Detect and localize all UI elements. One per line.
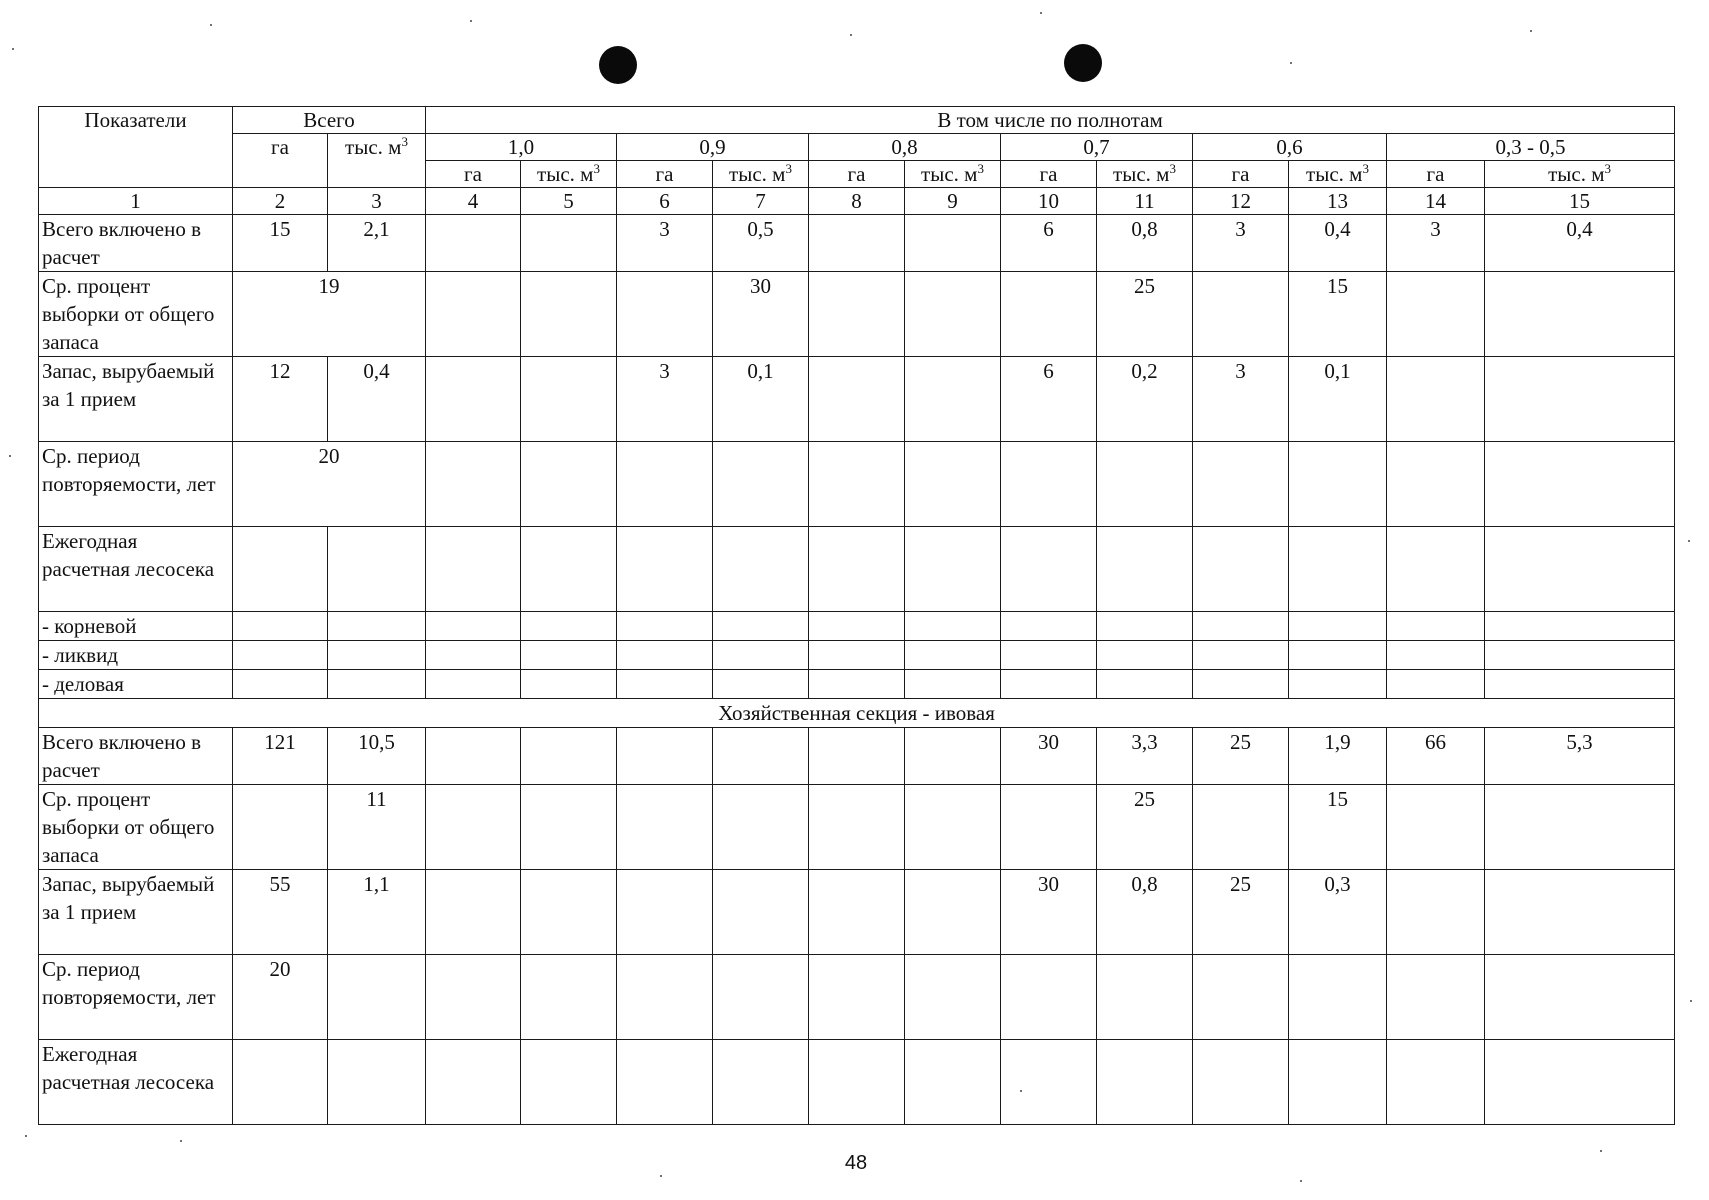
table-cell: [1387, 785, 1485, 870]
scan-speck: [1020, 1090, 1022, 1092]
table-cell: [809, 215, 905, 272]
table-cell: [1193, 955, 1289, 1040]
table-cell: [233, 641, 328, 670]
table-cell: [1097, 955, 1193, 1040]
unit-thous-4: тыс. $м^3$: [1097, 161, 1193, 188]
table-cell: [1001, 612, 1097, 641]
table-row: [39, 785, 1675, 870]
unit-thous-5: тыс. $м^3$: [1289, 161, 1387, 188]
table-cell: 25: [1193, 728, 1289, 785]
table-cell: 5,3: [1485, 728, 1675, 785]
column-number: 14: [1387, 188, 1485, 215]
table-cell: [426, 641, 521, 670]
table-cell: [426, 442, 521, 527]
table-cell: [713, 670, 809, 699]
table-cell: [521, 527, 617, 612]
table-cell: [1485, 357, 1675, 442]
table-cell: 3: [1193, 357, 1289, 442]
table-cell: [233, 670, 328, 699]
table-row: [39, 357, 1675, 442]
table-cell: [426, 272, 521, 357]
scan-speck: [12, 48, 14, 50]
row-label: - ликвид: [39, 641, 233, 670]
table-cell: [1097, 527, 1193, 612]
table-cell: 3: [1387, 215, 1485, 272]
table-cell: [1001, 442, 1097, 527]
scan-speck: [1530, 30, 1532, 32]
table-cell: [1097, 612, 1193, 641]
unit-ha-2: га: [617, 161, 713, 188]
table-cell: 55: [233, 870, 328, 955]
table-cell: [905, 612, 1001, 641]
unit-thous-3: тыс. $м^3$: [905, 161, 1001, 188]
row-label: Ежегодная расчетная лесосека: [39, 1040, 233, 1125]
table-cell: [1193, 641, 1289, 670]
table-cell: [521, 357, 617, 442]
table-cell: [1485, 527, 1675, 612]
table-cell: [521, 670, 617, 699]
table-cell: [713, 442, 809, 527]
unit-ha-3: га: [809, 161, 905, 188]
table-cell: 3: [1193, 215, 1289, 272]
table-cell: [617, 442, 713, 527]
table-cell: [1289, 612, 1387, 641]
table-cell: [905, 272, 1001, 357]
table-cell: 121: [233, 728, 328, 785]
table-cell: [233, 527, 328, 612]
table-cell: [1193, 527, 1289, 612]
table-cell: [617, 527, 713, 612]
table-cell: 15: [1289, 785, 1387, 870]
table-cell: [905, 357, 1001, 442]
table-cell: [1001, 1040, 1097, 1125]
table-cell: 25: [1193, 870, 1289, 955]
table-row: [39, 670, 1675, 699]
row-label: - деловая: [39, 670, 233, 699]
table-cell: [809, 955, 905, 1040]
table-cell: [1193, 442, 1289, 527]
table-cell: 6: [1001, 215, 1097, 272]
table-cell: [617, 785, 713, 870]
table-cell: 0,5: [713, 215, 809, 272]
table-cell: 20: [233, 955, 328, 1040]
table-row: [39, 1040, 1675, 1125]
table-cell: [1289, 955, 1387, 1040]
table-cell: [1193, 612, 1289, 641]
row-label: Запас, вырубаемый за 1 прием: [39, 357, 233, 442]
table-cell: [1485, 785, 1675, 870]
table-cell: [1193, 670, 1289, 699]
table-cell: [713, 641, 809, 670]
table-cell: [1485, 670, 1675, 699]
table-cell: [713, 955, 809, 1040]
density-header-6: 0,3 - 0,5: [1387, 134, 1675, 161]
table-cell: 0,4: [1289, 215, 1387, 272]
total-merged-cell: 19: [233, 272, 426, 357]
table-cell: [1001, 670, 1097, 699]
row-label: Ср. период повторяемости, лет: [39, 442, 233, 527]
table-cell: [713, 870, 809, 955]
table-cell: [905, 641, 1001, 670]
table-cell: [905, 1040, 1001, 1125]
column-number: 12: [1193, 188, 1289, 215]
scan-speck: [660, 1175, 662, 1177]
table-cell: [1001, 785, 1097, 870]
density-header-1: 1,0: [426, 134, 617, 161]
table-cell: [1485, 612, 1675, 641]
table-cell: [1485, 1040, 1675, 1125]
table-cell: [328, 670, 426, 699]
column-number: 2: [233, 188, 328, 215]
table-cell: [521, 955, 617, 1040]
column-number: 10: [1001, 188, 1097, 215]
table-cell: [1387, 357, 1485, 442]
table-cell: [426, 1040, 521, 1125]
unit-ha-5: га: [1193, 161, 1289, 188]
table-cell: [713, 1040, 809, 1125]
table-cell: [521, 442, 617, 527]
table-cell: [617, 870, 713, 955]
table-cell: 0,2: [1097, 357, 1193, 442]
row-label: Ср. период повторяемости, лет: [39, 955, 233, 1040]
table-cell: [1097, 670, 1193, 699]
table-cell: 0,8: [1097, 215, 1193, 272]
table-cell: [1387, 870, 1485, 955]
scan-speck: [850, 34, 852, 36]
table-cell: [426, 785, 521, 870]
scan-speck: [180, 1140, 182, 1142]
table-cell: [809, 641, 905, 670]
table-cell: 0,1: [713, 357, 809, 442]
table-cell: [1289, 527, 1387, 612]
table-cell: 12: [233, 357, 328, 442]
header-indicators: Показатели: [39, 107, 233, 188]
table-cell: [905, 215, 1001, 272]
column-number: 13: [1289, 188, 1387, 215]
table-cell: [1289, 641, 1387, 670]
table-cell: [1485, 442, 1675, 527]
table-cell: [809, 442, 905, 527]
table-cell: [905, 442, 1001, 527]
table-cell: 66: [1387, 728, 1485, 785]
unit-thous-6: тыс. $м^3$: [1485, 161, 1675, 188]
table-cell: [1001, 955, 1097, 1040]
table-cell: [1289, 442, 1387, 527]
column-number: 6: [617, 188, 713, 215]
table-cell: [521, 785, 617, 870]
table-cell: [1387, 272, 1485, 357]
unit-thous-1: тыс. $м^3$: [521, 161, 617, 188]
table-cell: 3,3: [1097, 728, 1193, 785]
column-number: 8: [809, 188, 905, 215]
table-cell: 25: [1097, 785, 1193, 870]
table-cell: 30: [1001, 870, 1097, 955]
table-row: [39, 870, 1675, 955]
unit-ha-6: га: [1387, 161, 1485, 188]
table-cell: [426, 728, 521, 785]
row-label: Ср. процент выборки от общего запаса: [39, 785, 233, 870]
table-cell: [1193, 272, 1289, 357]
column-number: 4: [426, 188, 521, 215]
table-cell: [1001, 527, 1097, 612]
row-label: Запас, вырубаемый за 1 прием: [39, 870, 233, 955]
table-cell: [426, 527, 521, 612]
table-cell: [1001, 641, 1097, 670]
table-cell: 15: [233, 215, 328, 272]
header-total: Всего: [233, 107, 426, 134]
table-row: [39, 215, 1675, 272]
table-cell: 10,5: [328, 728, 426, 785]
table-cell: 2,1: [328, 215, 426, 272]
unit-ha-1: га: [426, 161, 521, 188]
table-cell: [521, 1040, 617, 1125]
table-cell: [713, 612, 809, 641]
table-cell: 0,1: [1289, 357, 1387, 442]
table-cell: [809, 728, 905, 785]
density-header-3: 0,8: [809, 134, 1001, 161]
table-row: [39, 442, 1675, 527]
column-number: 1: [39, 188, 233, 215]
density-header-2: 0,9: [617, 134, 809, 161]
table-cell: [1193, 785, 1289, 870]
table-cell: [809, 612, 905, 641]
table-cell: 0,3: [1289, 870, 1387, 955]
table-cell: [905, 527, 1001, 612]
table-cell: [617, 670, 713, 699]
table-cell: [713, 527, 809, 612]
table-cell: 3: [617, 215, 713, 272]
table-cell: [328, 955, 426, 1040]
table-cell: [905, 870, 1001, 955]
table-cell: [328, 641, 426, 670]
table-cell: [713, 728, 809, 785]
table-cell: [617, 955, 713, 1040]
density-header-4: 0,7: [1001, 134, 1193, 161]
table-cell: [1387, 670, 1485, 699]
table-cell: [328, 527, 426, 612]
column-number: 11: [1097, 188, 1193, 215]
scan-speck: [9, 455, 11, 457]
table-cell: 25: [1097, 272, 1193, 357]
header-total-thous: тыс. $м^3$: [328, 134, 426, 188]
column-number: 7: [713, 188, 809, 215]
table-cell: [426, 612, 521, 641]
table-cell: [905, 785, 1001, 870]
table-cell: 3: [617, 357, 713, 442]
row-label: Всего включено в расчет: [39, 728, 233, 785]
table-cell: [713, 785, 809, 870]
table-cell: [1289, 1040, 1387, 1125]
scan-speck: [1688, 540, 1690, 542]
table-cell: 0,4: [328, 357, 426, 442]
table-cell: [233, 785, 328, 870]
section-row: [39, 699, 1675, 728]
table-cell: [617, 641, 713, 670]
table-cell: [521, 870, 617, 955]
table-cell: [426, 955, 521, 1040]
table-cell: 30: [1001, 728, 1097, 785]
row-label: Ср. процент выборки от общего запаса: [39, 272, 233, 357]
scan-speck: [1300, 1180, 1302, 1182]
header-total-ha: га: [233, 134, 328, 188]
table-row: [39, 955, 1675, 1040]
table-cell: 0,4: [1485, 215, 1675, 272]
total-merged-cell: 20: [233, 442, 426, 527]
punch-hole-right: [1064, 44, 1102, 82]
table-cell: [809, 527, 905, 612]
table-cell: [1485, 272, 1675, 357]
scan-speck: [25, 1135, 27, 1137]
table-cell: [905, 728, 1001, 785]
scan-speck: [1040, 12, 1042, 14]
row-label: Всего включено в расчет: [39, 215, 233, 272]
table-cell: [1097, 641, 1193, 670]
table-cell: [328, 1040, 426, 1125]
page-number: 48: [844, 1152, 868, 1174]
table-cell: [1485, 641, 1675, 670]
header-by-density: В том числе по полнотам: [426, 107, 1675, 134]
table-cell: 0,8: [1097, 870, 1193, 955]
table-cell: 1,9: [1289, 728, 1387, 785]
scan-speck: [1690, 1000, 1692, 1002]
table-cell: 11: [328, 785, 426, 870]
table-cell: [905, 670, 1001, 699]
table-cell: [521, 641, 617, 670]
table-cell: [1097, 1040, 1193, 1125]
table-cell: [809, 1040, 905, 1125]
row-label: Ежегодная расчетная лесосека: [39, 527, 233, 612]
table-row: [39, 641, 1675, 670]
table-cell: [426, 670, 521, 699]
table-cell: [809, 357, 905, 442]
unit-ha-4: га: [1001, 161, 1097, 188]
table-cell: [233, 1040, 328, 1125]
table-cell: [521, 728, 617, 785]
row-label: - корневой: [39, 612, 233, 641]
table-cell: 6: [1001, 357, 1097, 442]
table-cell: [1387, 527, 1485, 612]
column-number: 3: [328, 188, 426, 215]
table-cell: 15: [1289, 272, 1387, 357]
table-cell: [521, 272, 617, 357]
table-cell: [617, 612, 713, 641]
table-row: [39, 728, 1675, 785]
table-cell: [809, 870, 905, 955]
column-number: 9: [905, 188, 1001, 215]
table-cell: [1387, 442, 1485, 527]
table-cell: [905, 955, 1001, 1040]
table-cell: [1001, 272, 1097, 357]
table-cell: [521, 612, 617, 641]
table-cell: [426, 870, 521, 955]
table-cell: 30: [713, 272, 809, 357]
column-number: 15: [1485, 188, 1675, 215]
table-cell: [1097, 442, 1193, 527]
table-cell: [1387, 641, 1485, 670]
table-cell: [1485, 870, 1675, 955]
forest-stock-table: [38, 106, 1675, 1125]
table-cell: [233, 612, 328, 641]
table-row: [39, 527, 1675, 612]
scan-speck: [1290, 62, 1292, 64]
scan-speck: [470, 20, 472, 22]
density-header-5: 0,6: [1193, 134, 1387, 161]
table-row: [39, 272, 1675, 357]
table-cell: [1193, 1040, 1289, 1125]
table-cell: [1387, 612, 1485, 641]
table-cell: [328, 612, 426, 641]
table-cell: [617, 1040, 713, 1125]
table-cell: [809, 785, 905, 870]
table-cell: [1387, 955, 1485, 1040]
table-row: [39, 612, 1675, 641]
scan-speck: [210, 24, 212, 26]
table-cell: [1289, 670, 1387, 699]
table-cell: 1,1: [328, 870, 426, 955]
table-cell: [617, 728, 713, 785]
table-cell: [809, 670, 905, 699]
table-cell: [521, 215, 617, 272]
table-cell: [426, 357, 521, 442]
table-cell: [426, 215, 521, 272]
table-cell: [617, 272, 713, 357]
table-cell: [1485, 955, 1675, 1040]
scan-speck: [1600, 1150, 1602, 1152]
punch-hole-left: [599, 46, 637, 84]
column-number: 5: [521, 188, 617, 215]
table-cell: [1387, 1040, 1485, 1125]
table-cell: [809, 272, 905, 357]
unit-thous-2: тыс. $м^3$: [713, 161, 809, 188]
section-title: Хозяйственная секция - ивовая: [39, 699, 1675, 728]
